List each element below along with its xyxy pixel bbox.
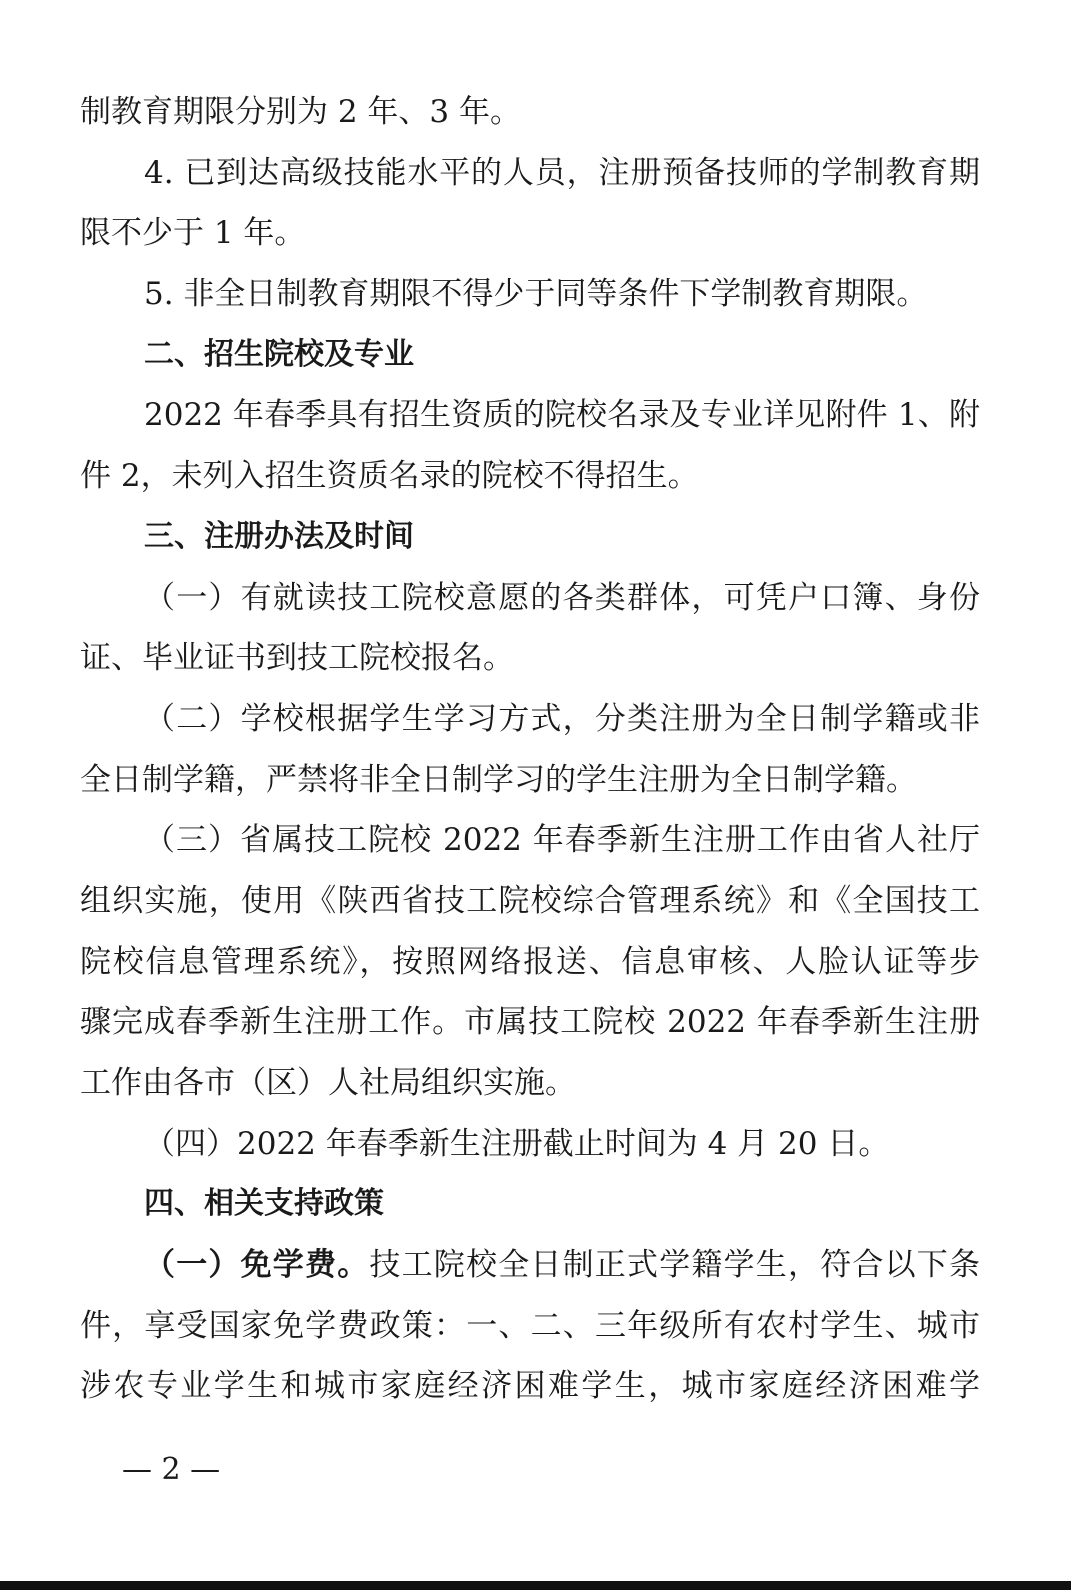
page-number: — 2 — (122, 1452, 221, 1487)
text-line-3-3-cont-b: 院校信息管理系统》，按照网络报送、信息审核、人脸认证等步 (80, 943, 980, 980)
section-heading-2: 二、招生院校及专业 (144, 336, 414, 372)
text-line-3-3-cont-d: 工作由各市（区）人社局组织实施。 (80, 1065, 576, 1101)
text-line-3-3: （三）省属技工院校 2022 年春季新生注册工作由省人社厅 (144, 822, 980, 859)
text-line-continuation: 制教育期限分别为 2 年、3 年。 (80, 94, 522, 130)
text-line-4-1 (80, 1235, 980, 1296)
text-line-3-3-cont-a: 组织实施，使用《陕西省技工院校综合管理系统》和《全国技工 (80, 882, 980, 919)
text-line-3-4: （四）2022 年春季新生注册截止时间为 4 月 20 日。 (144, 1125, 890, 1162)
text-line-3-3-cont-c: 骤完成春季新生注册工作。市属技工院校 2022 年春季新生注册 (80, 1004, 980, 1041)
text-line-3-2: （二）学校根据学生学习方式，分类注册为全日制学籍或非 (144, 700, 980, 737)
text-line-item-4-cont: 限不少于 1 年。 (80, 215, 306, 252)
bottom-border (0, 1581, 1071, 1590)
subsection-title-tuition-free: （一）免学费。 (144, 1247, 370, 1284)
text-line-4-1-body: 技工院校全日制正式学籍学生，符合以下条 (369, 1247, 980, 1284)
text-line-4-1-cont-b: 涉农专业学生和城市家庭经济困难学生，城市家庭经济困难学 (80, 1368, 980, 1405)
text-line-section-2-para-cont: 件 2，未列入招生资质名录的院校不得招生。 (80, 458, 699, 495)
text-line-4-1-cont-a: 件，享受国家免学费政策：一、二、三年级所有农村学生、城市 (80, 1307, 980, 1344)
document-body (80, 82, 980, 1417)
text-line-item-4: 4. 已到达高级技能水平的人员，注册预备技师的学制教育期 (144, 154, 980, 191)
section-heading-4: 四、相关支持政策 (144, 1186, 384, 1222)
section-heading-3: 三、注册办法及时间 (144, 518, 414, 554)
text-line-3-2-cont: 全日制学籍，严禁将非全日制学习的学生注册为全日制学籍。 (80, 761, 917, 798)
text-line-3-1: （一）有就读技工院校意愿的各类群体，可凭户口簿、身份 (144, 579, 980, 616)
text-line-item-5: 5. 非全日制教育期限不得少于同等条件下学制教育期限。 (144, 276, 928, 313)
text-line-section-2-para: 2022 年春季具有招生资质的院校名录及专业详见附件 1、附 (144, 397, 980, 434)
text-line-3-1-cont: 证、毕业证书到技工院校报名。 (80, 640, 514, 677)
